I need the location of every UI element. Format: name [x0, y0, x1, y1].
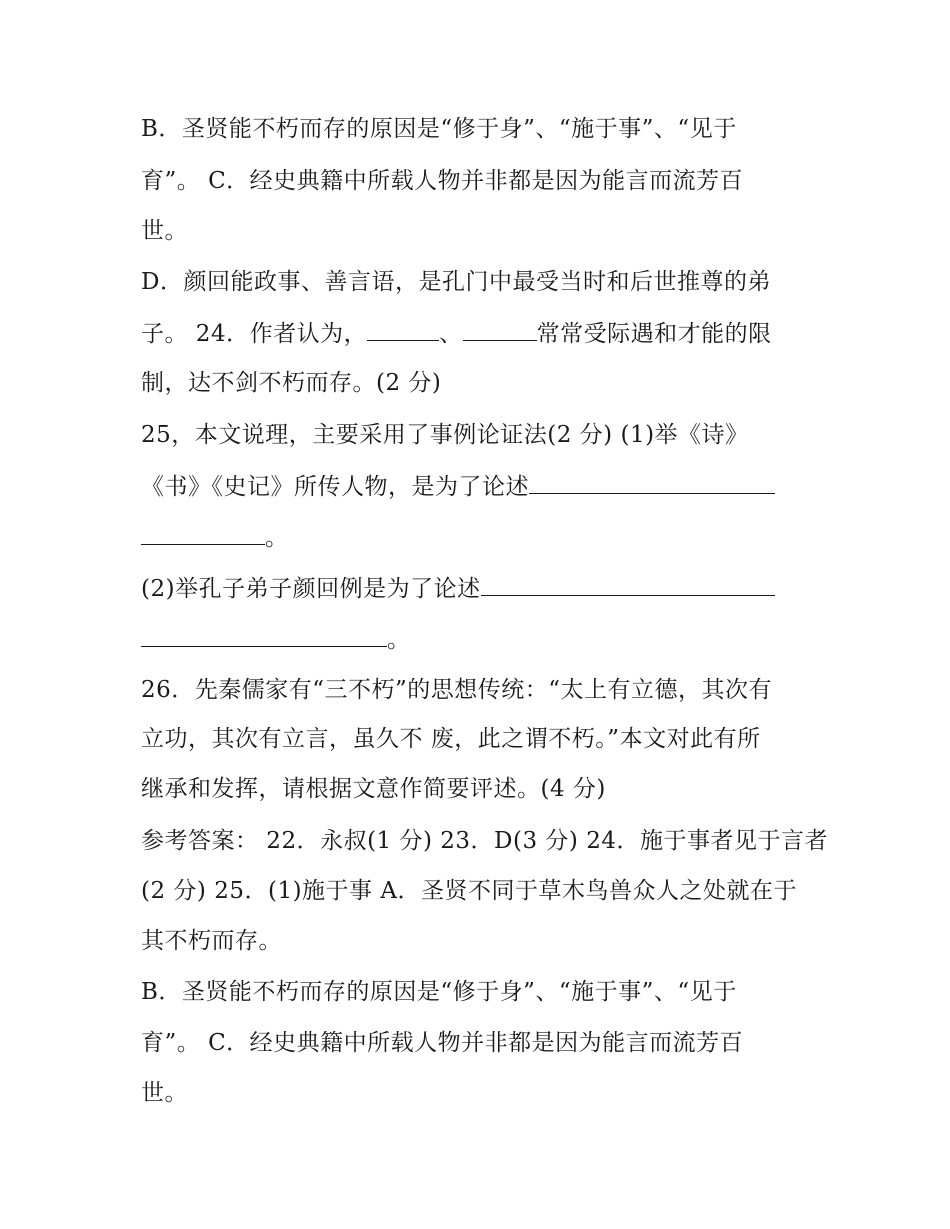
text-line: 25，本文说理，主要采用了事例论证法(2 分) (1)举《诗》 [141, 422, 749, 448]
answer-blank [463, 318, 537, 341]
answer-key-line: 其不朽而存。 [141, 928, 282, 954]
answer-blank [367, 318, 439, 341]
text-segment: 。 [265, 525, 289, 551]
answer-blank [481, 573, 775, 596]
text-line: B．圣贤能不朽而存的原因是“修于身”、“施于事”、“见于 [141, 116, 737, 142]
question-25-1-line-cont [141, 522, 289, 553]
answer-key-line: (2 分) 25．(1)施于事 A．圣贤不同于草木鸟兽众人之处就在于 [141, 878, 797, 904]
text-segment: 、 [439, 321, 463, 347]
text-segment: (2)举孔子弟子颜回例是为了论述 [141, 576, 481, 602]
text-segment: 。 [387, 627, 411, 653]
answer-key-line: 参考答案： 22．永叔(1 分) 23．D(3 分) 24．施于事者见于言者 [141, 828, 828, 854]
question-25-1-line [141, 471, 775, 502]
answer-blank [141, 522, 265, 545]
text-line: 制，达不剑不朽而存。(2 分) [141, 370, 442, 396]
question-25-2-line [141, 573, 775, 604]
answer-blank [529, 471, 775, 494]
text-segment: 子。 24．作者认为， [141, 321, 368, 347]
question-25-2-line-cont [141, 624, 411, 655]
text-segment: 常常受际遇和才能的限 [536, 321, 772, 347]
text-line: 世。 [141, 218, 188, 244]
text-line: 世。 [141, 1080, 188, 1106]
text-line: 立功，其次有立言，虽久不 废，此之谓不朽。”本文对此有所 [141, 726, 761, 752]
question-24-line [141, 318, 772, 349]
text-line: 26．先秦儒家有“三不朽”的思想传统：“太上有立德，其次有 [141, 677, 773, 703]
text-segment: 《书》《史记》所传人物，是为了论述 [141, 474, 529, 500]
text-line: 育”。 C．经史典籍中所载人物并非都是因为能言而流芳百 [141, 1030, 744, 1056]
text-line: B．圣贤能不朽而存的原因是“修于身”、“施于事”、“见于 [141, 979, 737, 1005]
answer-blank [141, 624, 387, 647]
text-line: 继承和发挥，请根据文意作简要评述。(4 分) [141, 776, 606, 802]
text-line: 育”。 C．经史典籍中所载人物并非都是因为能言而流芳百 [141, 168, 744, 194]
text-line: D．颜回能政事、善言语，是孔门中最受当时和后世推尊的弟 [141, 269, 771, 295]
